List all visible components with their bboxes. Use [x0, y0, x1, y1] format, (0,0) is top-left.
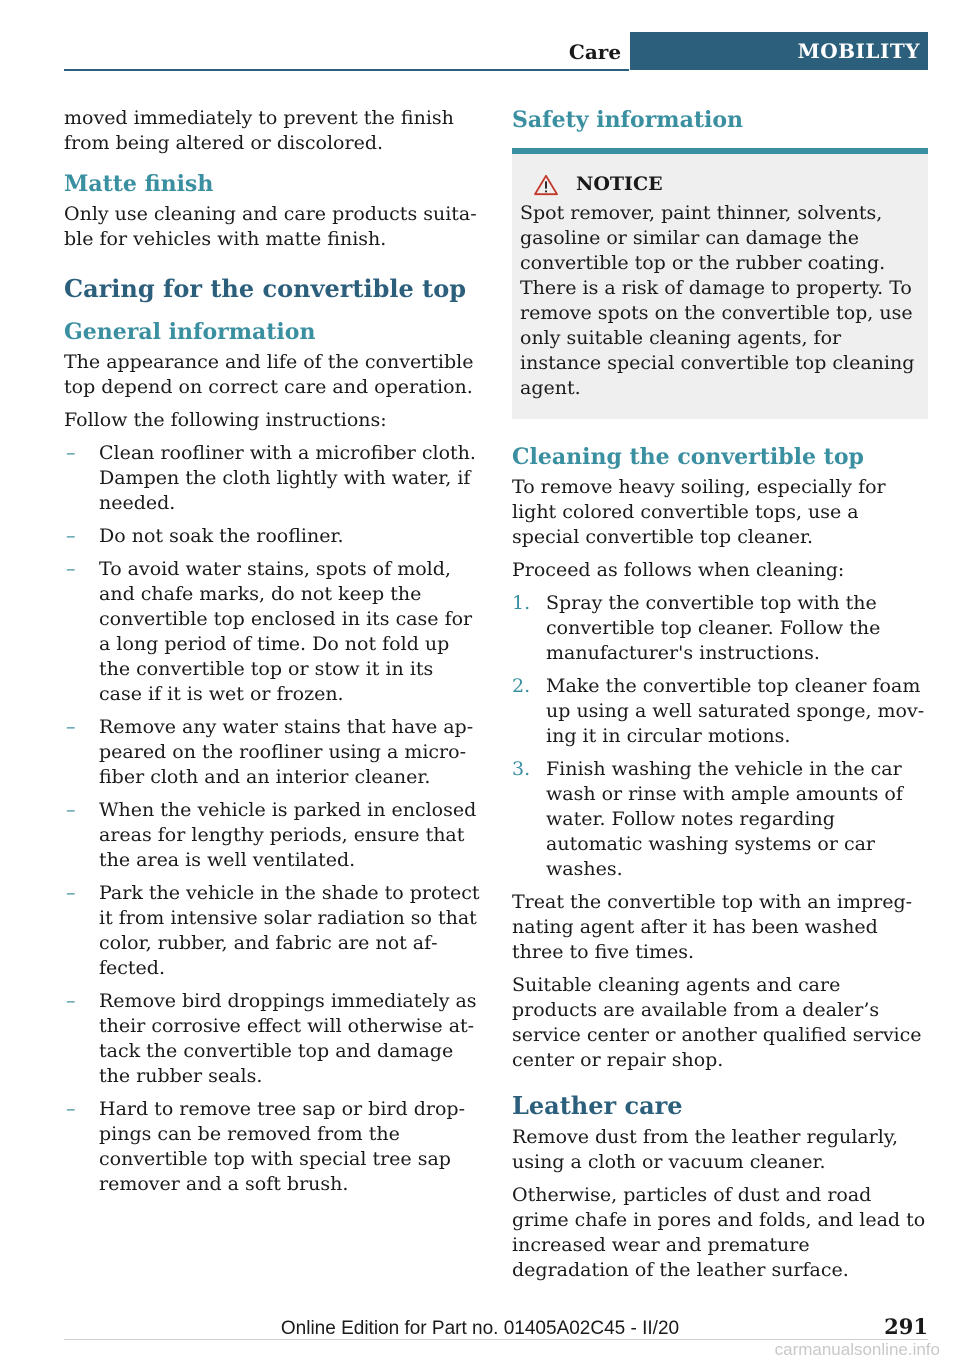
intro-paragraph: moved immediately to prevent the finish from being altered or discolored.	[64, 107, 454, 154]
list-item: – To avoid water stains, spots of mold, and chafe marks, do not keep the convertible top enclosed in its case for a long period of time. Do not fold up the convertible top or stow it in its case if it is wet or frozen.	[64, 557, 480, 707]
notice-header	[520, 172, 920, 197]
suitable-agents-paragraph: Suitable cleaning agents and care products are available from a dealer’s service center or another qualified service center or repair shop.	[512, 974, 922, 1071]
section-tab-care: Care	[568, 40, 622, 64]
list-item: – Remove bird droppings immediately as their corrosive effect will otherwise attack the convertible top and damage the rubber seals.	[64, 989, 480, 1089]
warning-triangle-icon	[532, 174, 560, 196]
notice-text: Spot remover, paint thinner, solvents, gasoline or similar can damage the convertible top or the rubber coating. There is a risk of damage to property. To remove spots on the convertible top, use only suitable cleaning agents, for instance special convertible top cleaning agent.	[520, 202, 915, 399]
proceed-paragraph: Proceed as follows when cleaning:	[512, 559, 845, 581]
left-column	[64, 106, 480, 1205]
leather-care-heading: Leather care	[512, 1091, 683, 1120]
list-item: – Remove any water stains that have appeared on the roofliner using a microfiber cloth and an interior cleaner.	[64, 715, 480, 790]
chapter-tab-mobility: MOBILITY	[630, 32, 928, 70]
list-item: – When the vehicle is parked in enclosed areas for lengthy periods, ensure that the area is well ventilated.	[64, 798, 480, 873]
cleaning-convertible-heading: Cleaning the convertible top	[512, 444, 864, 470]
list-item: – Park the vehicle in the shade to protect it from intensive solar radiation so that color, rubber, and fabric are not affected.	[64, 881, 480, 981]
page-number: 291	[884, 1314, 928, 1339]
notice-label: NOTICE	[576, 173, 663, 195]
general-information-heading: General information	[64, 319, 316, 345]
step-number: 3.	[512, 758, 531, 780]
general-information-paragraph: The appearance and life of the convertible top depend on correct care and operation.	[64, 351, 474, 398]
step-text: Spray the convertible top with the convertible top cleaner. Follow the manufacturer's instructions.	[546, 592, 881, 664]
matte-finish-heading: Matte finish	[64, 171, 214, 197]
list-item: – Do not soak the roofliner.	[64, 524, 480, 549]
convertible-care-heading: Caring for the convertible top	[64, 274, 467, 303]
instruction-list	[64, 441, 480, 1197]
notice-box	[512, 148, 928, 419]
cleaning-steps-list	[512, 591, 928, 882]
list-item	[512, 674, 928, 749]
step-number: 2.	[512, 675, 531, 697]
step-text: Make the convertible top cleaner foam up using a well saturated sponge, moving it in circular motions.	[546, 675, 925, 747]
header-rule	[64, 69, 629, 71]
cleaning-paragraph: To remove heavy soiling, especially for light colored convertible tops, use a special convertible top cleaner.	[512, 476, 886, 548]
leather-paragraph-1: Remove dust from the leather regularly, using a cloth or vacuum cleaner.	[512, 1126, 899, 1173]
list-item: – Hard to remove tree sap or bird droppings can be removed from the convertible top with special tree sap remover and a soft brush.	[64, 1097, 480, 1197]
list-item	[512, 591, 928, 666]
list-item: – Clean roofliner with a microfiber cloth. Dampen the cloth lightly with water, if needed.	[64, 441, 480, 516]
right-column	[512, 106, 928, 1291]
step-text: Finish washing the vehicle in the car wash or rinse with ample amounts of water. Follow notes regarding automatic washing systems or car washes.	[546, 758, 903, 880]
matte-finish-paragraph: Only use cleaning and care products suitable for vehicles with matte finish.	[64, 203, 477, 250]
list-item	[512, 757, 928, 882]
leather-paragraph-2: Otherwise, particles of dust and road grime chafe in pores and folds, and lead to increased wear and premature degradation of the leather surface.	[512, 1184, 926, 1281]
step-number: 1.	[512, 592, 531, 614]
edition-footer: Online Edition for Part no. 01405A02C45 - II/20	[280, 1318, 680, 1339]
watermark: carmanualsonline.info	[774, 1340, 940, 1359]
follow-instructions-paragraph: Follow the following instructions:	[64, 409, 387, 431]
treat-paragraph: Treat the convertible top with an impregnating agent after it has been washed three to five times.	[512, 891, 913, 963]
safety-information-heading: Safety information	[512, 107, 744, 133]
